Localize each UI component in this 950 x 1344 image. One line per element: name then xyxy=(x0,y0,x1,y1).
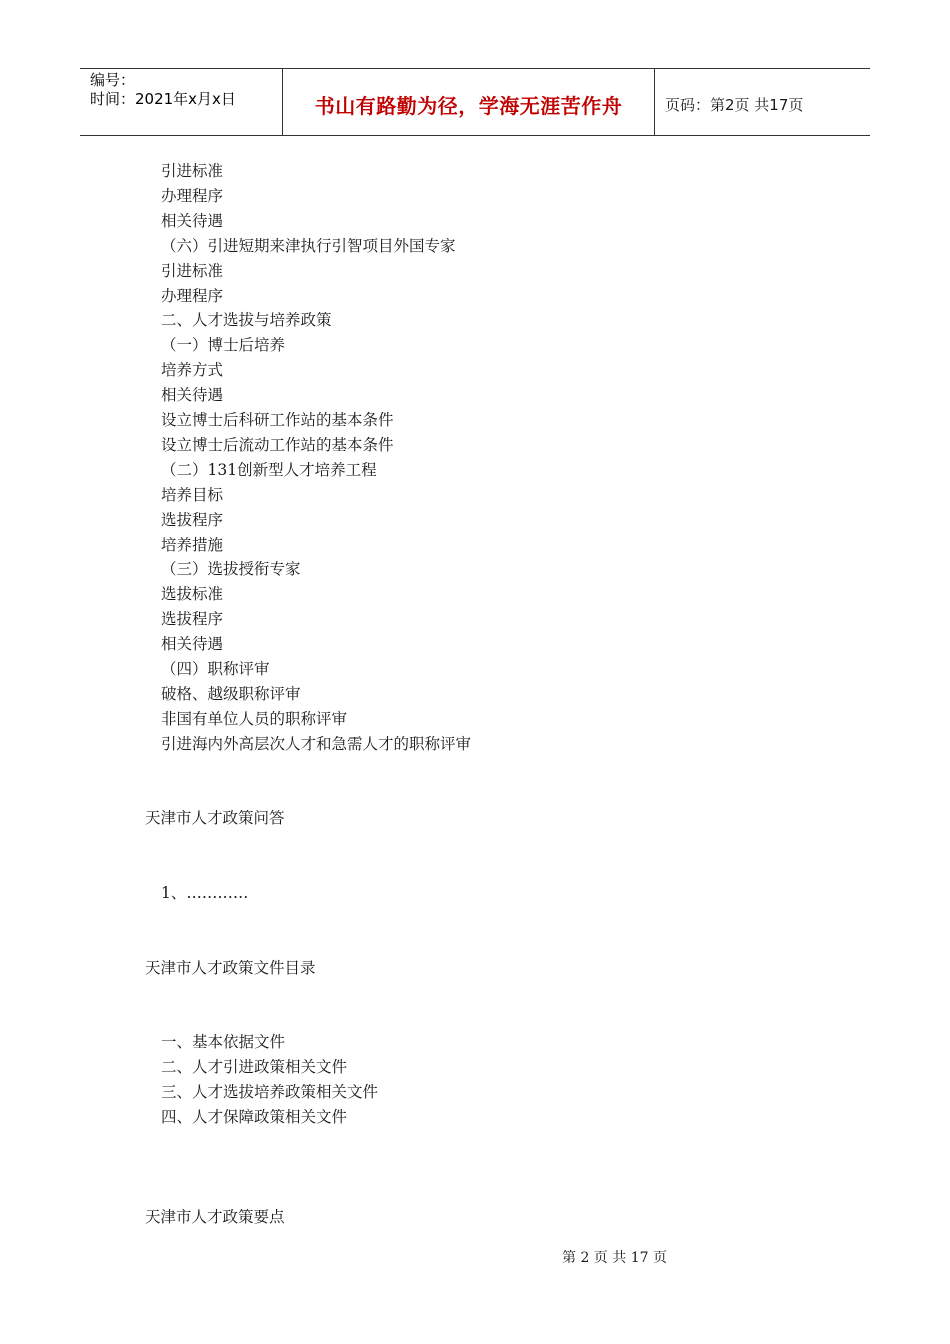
outline-item: 培养措施 xyxy=(161,535,224,554)
outline-item: 二、人才选拔与培养政策 xyxy=(161,311,332,330)
outline-item: 选拔标准 xyxy=(161,585,224,604)
outline-item: 相关待遇 xyxy=(161,635,224,654)
catalog-item: 一、基本依据文件 xyxy=(161,1033,286,1051)
outline-item: 非国有单位人员的职称评审 xyxy=(161,709,348,728)
header-meta xyxy=(80,69,282,135)
motto-text: 书山有路勤为径，学海无涯苦作舟 xyxy=(314,93,623,118)
outline-item: 选拔程序 xyxy=(161,510,224,529)
serial-label: 编号： xyxy=(90,71,136,89)
outline-item: （四）职称评审 xyxy=(161,660,270,678)
page-header xyxy=(80,68,870,136)
outline-item: 引进标准 xyxy=(161,261,224,280)
outline-item: 办理程序 xyxy=(161,186,224,205)
outline-item: （六）引进短期来津执行引智项目外国专家 xyxy=(161,236,456,255)
outline-item: 相关待遇 xyxy=(161,386,224,405)
outline-item: 培养方式 xyxy=(161,361,224,380)
outline-item: 引进标准 xyxy=(161,162,224,180)
catalog-item: 四、人才保障政策相关文件 xyxy=(161,1108,348,1126)
outline-item: （一）博士后培养 xyxy=(161,336,286,355)
qa-title: 天津市人才政策问答 xyxy=(145,809,285,827)
qa-item: 1、………… xyxy=(161,884,249,902)
catalog-title: 天津市人才政策文件目录 xyxy=(145,959,316,977)
page-info: 页码：第2页 共17页 xyxy=(665,95,804,114)
outline-item: 破格、越级职称评审 xyxy=(161,684,301,703)
header-page-cell xyxy=(655,69,870,135)
outline-item: 选拔程序 xyxy=(161,610,224,629)
outline-item: 设立博士后科研工作站的基本条件 xyxy=(161,411,394,429)
header-motto-cell xyxy=(282,69,655,135)
catalog-item: 二、人才引进政策相关文件 xyxy=(161,1058,348,1076)
page-footer: 第 2 页 共 17 页 xyxy=(562,1250,667,1266)
outline-item: 相关待遇 xyxy=(161,211,224,230)
outline-item: 引进海内外高层次人才和急需人才的职称评审 xyxy=(161,734,472,753)
outline-item: （二）131创新型人才培养工程 xyxy=(161,460,377,479)
outline-item: 培养目标 xyxy=(161,485,224,504)
date-label: 时间：2021年x月x日 xyxy=(90,90,236,108)
outline-item: 办理程序 xyxy=(161,286,224,305)
outline-item: 设立博士后流动工作站的基本条件 xyxy=(161,435,394,454)
points-title: 天津市人才政策要点 xyxy=(145,1208,285,1226)
outline-item: （三）选拔授衔专家 xyxy=(161,560,301,579)
catalog-item: 三、人才选拔培养政策相关文件 xyxy=(161,1083,379,1101)
